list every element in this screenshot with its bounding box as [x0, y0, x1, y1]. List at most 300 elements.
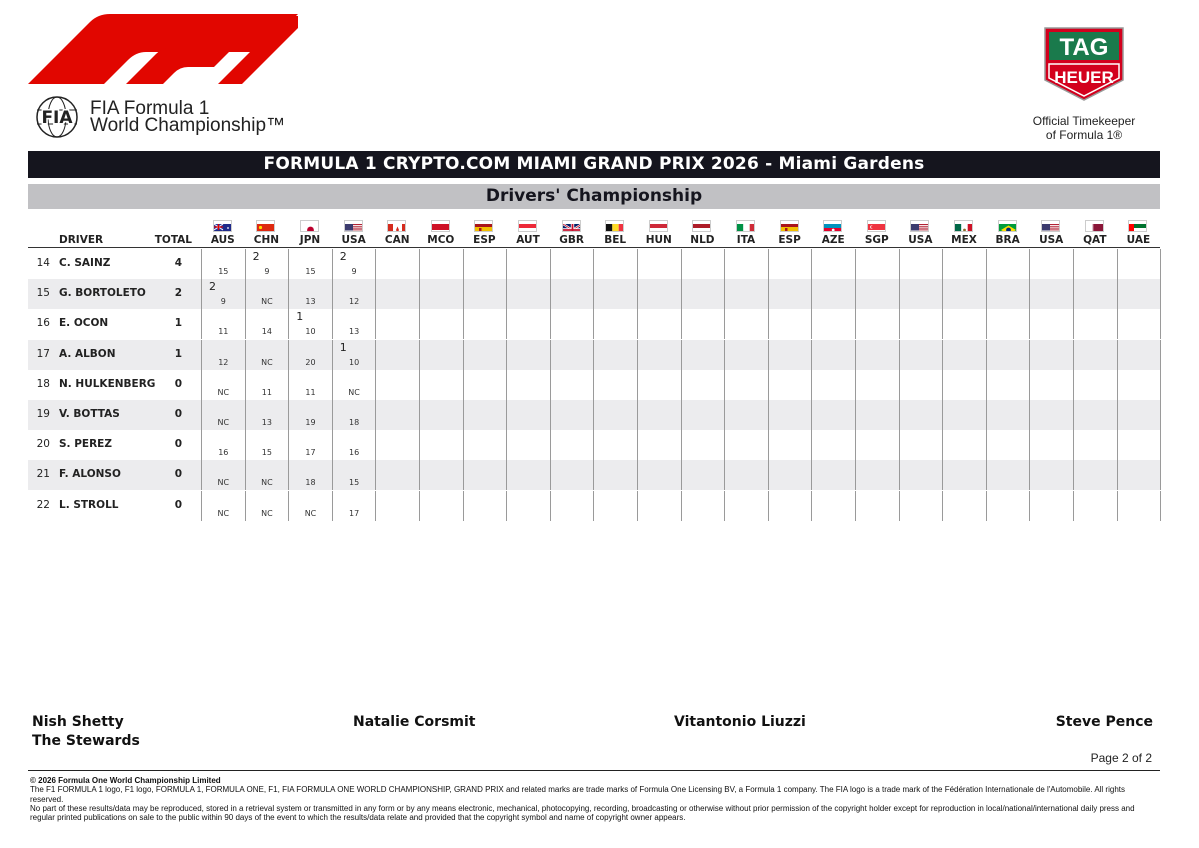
result-cell: [550, 400, 594, 430]
result-cell: [1029, 309, 1073, 339]
result-cell: [593, 370, 637, 400]
race-finish: NC: [217, 387, 230, 397]
row-end-border: [1160, 460, 1161, 490]
result-cell: [768, 460, 812, 490]
result-cell: [593, 460, 637, 490]
result-cell: [942, 309, 986, 339]
result-cell: [1029, 249, 1073, 279]
result-cell: [550, 340, 594, 370]
result-cell: [681, 430, 725, 460]
result-cell: [724, 430, 768, 460]
race-header-esp: [768, 216, 812, 248]
total-points: 0: [174, 377, 182, 390]
result-cell: [855, 400, 899, 430]
result-cell: [724, 340, 768, 370]
driver-name: G. BORTOLETO: [59, 287, 146, 300]
result-cell: [1117, 249, 1161, 279]
result-cell: [899, 340, 943, 370]
result-cell: [288, 279, 332, 309]
result-cell: [375, 249, 419, 279]
timekeeper-line-2: of Formula 1®: [1045, 128, 1123, 142]
driver-row: [28, 249, 1160, 279]
result-cell: [375, 430, 419, 460]
driver-row: [28, 309, 1160, 339]
result-cell: [724, 249, 768, 279]
driver-name: S. PEREZ: [59, 438, 112, 451]
result-cell: [375, 370, 419, 400]
row-end-border: [1160, 491, 1161, 521]
footer-divider: [28, 770, 1160, 771]
race-header-aze: [811, 216, 855, 248]
flag-usa-icon: [1041, 220, 1060, 232]
result-cell: [506, 279, 550, 309]
result-cell: [375, 340, 419, 370]
f1-logo: [28, 14, 298, 88]
result-cell: [332, 309, 376, 339]
result-cell: [375, 309, 419, 339]
total-points: 0: [174, 438, 182, 451]
result-cell: [899, 370, 943, 400]
result-cell: [419, 309, 463, 339]
total-points: 1: [174, 347, 182, 360]
steward-signature-4: Steve Pence: [1055, 714, 1153, 730]
result-cell: [768, 400, 812, 430]
result-cell: [681, 309, 725, 339]
result-cell: [986, 309, 1030, 339]
result-cell: [768, 430, 812, 460]
race-header-usa: [899, 216, 943, 248]
championship-position: 16: [36, 317, 50, 330]
result-cell: [681, 400, 725, 430]
race-code: CHN: [253, 234, 280, 246]
result-cell: [1073, 430, 1117, 460]
result-cell: [768, 491, 812, 521]
copyright-notice: [30, 776, 1158, 822]
race-code: AUT: [516, 234, 540, 246]
flag-chn-icon: [256, 220, 275, 232]
flag-bra-icon: [998, 220, 1017, 232]
race-code: BRA: [995, 234, 1020, 246]
result-cell: [593, 400, 637, 430]
championship-position: 14: [36, 257, 50, 269]
race-finish: 16: [218, 448, 229, 458]
result-cell: [899, 400, 943, 430]
page-number: Page 2 of 2: [1090, 751, 1152, 765]
race-header-sgp: [855, 216, 899, 248]
result-cell: [899, 430, 943, 460]
result-cell: [855, 430, 899, 460]
result-cell: [768, 370, 812, 400]
result-cell: [550, 460, 594, 490]
result-cell: [245, 491, 289, 521]
fia-badge-text: FIA: [41, 108, 73, 128]
race-finish: 9: [351, 267, 357, 276]
result-cell: [681, 370, 725, 400]
race-finish: 15: [349, 478, 360, 488]
result-cell: [855, 370, 899, 400]
flag-sgp-icon: [867, 220, 886, 232]
race-finish: 15: [218, 267, 229, 276]
result-cell: [201, 370, 245, 400]
result-cell: [506, 340, 550, 370]
race-header-hun: [637, 216, 681, 248]
result-cell: [332, 249, 376, 279]
flag-usa-icon: [344, 220, 363, 232]
tag-heuer-logo: [1043, 26, 1125, 106]
championship-position: 15: [36, 287, 50, 300]
result-cell: [288, 430, 332, 460]
driver-row: [28, 370, 1160, 400]
flag-nld-icon: [692, 220, 711, 232]
flag-bel-icon: [605, 220, 624, 232]
total-column-header: TOTAL: [154, 234, 192, 246]
result-cell: [288, 340, 332, 370]
race-finish: NC: [348, 387, 360, 397]
result-cell: [768, 279, 812, 309]
result-cell: [463, 279, 507, 309]
result-cell: [419, 430, 463, 460]
driver-row: [28, 430, 1160, 460]
flag-mco-icon: [431, 220, 450, 232]
race-header-mco: [419, 216, 463, 248]
race-code: ESP: [473, 234, 496, 246]
flag-esp-icon: [474, 220, 493, 232]
result-cell: [1073, 370, 1117, 400]
result-cell: [811, 430, 855, 460]
championship-position: 20: [36, 438, 50, 451]
result-cell: [1117, 279, 1161, 309]
result-cell: [375, 491, 419, 521]
race-header-usa: [332, 216, 376, 248]
result-cell: [288, 370, 332, 400]
race-finish: 9: [264, 267, 270, 276]
result-cell: [463, 309, 507, 339]
race-header-mex: [942, 216, 986, 248]
race-header-chn: [245, 216, 289, 248]
race-finish: 11: [218, 327, 229, 337]
result-cell: [637, 340, 681, 370]
result-cell: [506, 460, 550, 490]
flag-aus-icon: [213, 220, 232, 232]
race-code: SGP: [864, 234, 889, 246]
steward-signature-3: Vitantonio Liuzzi: [674, 714, 806, 730]
result-cell: [986, 460, 1030, 490]
total-points: 1: [174, 317, 182, 330]
result-cell: [637, 491, 681, 521]
race-code: USA: [1039, 234, 1064, 246]
result-cell: [288, 491, 332, 521]
flag-esp-icon: [780, 220, 799, 232]
result-cell: [1029, 491, 1073, 521]
result-cell: [1029, 279, 1073, 309]
result-cell: [245, 460, 289, 490]
result-cell: [986, 370, 1030, 400]
result-cell: [1073, 400, 1117, 430]
race-header-bra: [986, 216, 1030, 248]
result-cell: [1117, 491, 1161, 521]
race-finish: 20: [305, 357, 316, 367]
driver-name: E. OCON: [59, 317, 109, 330]
driver-name: N. HULKENBERG: [59, 377, 156, 390]
race-finish: 13: [305, 297, 316, 307]
result-cell: [942, 249, 986, 279]
result-cell: [550, 279, 594, 309]
result-cell: [1117, 370, 1161, 400]
row-end-border: [1160, 309, 1161, 339]
result-cell: [201, 400, 245, 430]
result-cell: [637, 400, 681, 430]
race-finish: 18: [349, 418, 360, 427]
race-header-usa: [1029, 216, 1073, 248]
total-points: 0: [174, 468, 182, 481]
race-finish: NC: [261, 508, 273, 518]
race-points: 2: [252, 250, 260, 263]
race-code: CAN: [384, 234, 410, 246]
total-points: 4: [174, 257, 182, 269]
result-cell: [375, 460, 419, 490]
result-cell: [681, 491, 725, 521]
result-cell: [986, 400, 1030, 430]
copyright-owner: © 2026 Formula One World Championship Limited: [30, 776, 221, 785]
race-header-uae: [1117, 216, 1161, 248]
result-cell: [419, 249, 463, 279]
result-cell: [942, 430, 986, 460]
result-cell: [419, 370, 463, 400]
result-cell: [811, 370, 855, 400]
race-header-aut: [506, 216, 550, 248]
result-cell: [332, 279, 376, 309]
race-finish: 17: [349, 508, 360, 518]
result-cell: [245, 400, 289, 430]
header-divider: [28, 247, 1160, 248]
result-cell: [811, 309, 855, 339]
result-cell: [986, 340, 1030, 370]
result-cell: [463, 370, 507, 400]
result-cell: [1073, 460, 1117, 490]
result-cell: [811, 249, 855, 279]
result-cell: [855, 249, 899, 279]
flag-gbr-icon: [562, 220, 581, 232]
result-cell: [593, 491, 637, 521]
driver-name: C. SAINZ: [59, 257, 111, 269]
result-cell: [855, 279, 899, 309]
result-cell: [1117, 460, 1161, 490]
flag-qat-icon: [1085, 220, 1104, 232]
race-header-jpn: [288, 216, 332, 248]
result-cell: [811, 400, 855, 430]
result-cell: [201, 340, 245, 370]
result-cell: [811, 340, 855, 370]
result-cell: [1029, 370, 1073, 400]
championship-position: 17: [36, 347, 50, 360]
flag-ita-icon: [736, 220, 755, 232]
result-cell: [288, 460, 332, 490]
driver-row: [28, 491, 1160, 521]
result-cell: [637, 279, 681, 309]
result-cell: [1029, 460, 1073, 490]
race-finish: 12: [349, 297, 360, 307]
result-cell: [768, 249, 812, 279]
race-code: BEL: [604, 234, 627, 246]
championship-position: 21: [36, 468, 50, 481]
race-finish: 10: [305, 327, 316, 337]
result-cell: [724, 460, 768, 490]
result-cell: [201, 430, 245, 460]
fia-line-2: World Championship™: [90, 115, 286, 136]
result-cell: [724, 370, 768, 400]
timekeeper-line-1: Official Timekeeper: [1032, 114, 1136, 128]
race-finish: 11: [305, 387, 316, 397]
race-header-can: [375, 216, 419, 248]
result-cell: [550, 370, 594, 400]
flag-mex-icon: [954, 220, 973, 232]
race-code: NLD: [690, 234, 715, 246]
race-code: HUN: [645, 234, 672, 246]
result-cell: [942, 370, 986, 400]
result-cell: [201, 309, 245, 339]
driver-name: L. STROLL: [59, 498, 119, 511]
race-code: GBR: [559, 234, 584, 246]
result-cell: [506, 309, 550, 339]
result-cell: [419, 491, 463, 521]
championship-position: 22: [36, 498, 50, 511]
race-code: ITA: [736, 234, 756, 246]
driver-row: [28, 279, 1160, 309]
race-finish: 16: [349, 448, 360, 458]
result-cell: [986, 430, 1030, 460]
result-cell: [463, 340, 507, 370]
result-cell: [986, 249, 1030, 279]
race-header-bel: [593, 216, 637, 248]
race-finish: NC: [217, 418, 230, 427]
race-header-esp: [463, 216, 507, 248]
row-end-border: [1160, 279, 1161, 309]
result-cell: [245, 370, 289, 400]
race-header-ita: [724, 216, 768, 248]
driver-column-header: DRIVER: [59, 234, 104, 246]
race-finish: 17: [305, 448, 316, 458]
race-code: MCO: [427, 234, 455, 246]
row-end-border: [1160, 370, 1161, 400]
result-cell: [506, 370, 550, 400]
result-cell: [811, 491, 855, 521]
race-finish: 9: [220, 297, 226, 307]
fia-line-1: FIA Formula 1: [90, 98, 210, 119]
result-cell: [637, 430, 681, 460]
driver-name: F. ALONSO: [59, 468, 121, 481]
result-cell: [506, 491, 550, 521]
result-cell: [724, 279, 768, 309]
result-cell: [419, 400, 463, 430]
result-cell: [245, 309, 289, 339]
result-cell: [811, 460, 855, 490]
fia-logo-block: [28, 96, 285, 138]
result-cell: [593, 249, 637, 279]
official-timekeeper-label: [1010, 114, 1158, 142]
result-cell: [637, 460, 681, 490]
result-cell: [332, 460, 376, 490]
flag-can-icon: [387, 220, 406, 232]
flag-uae-icon: [1128, 220, 1147, 232]
result-cell: [463, 249, 507, 279]
race-header-aus: [201, 216, 245, 248]
result-cell: [332, 430, 376, 460]
result-cell: [375, 279, 419, 309]
result-cell: [855, 460, 899, 490]
race-finish: NC: [261, 357, 273, 367]
result-cell: [1073, 340, 1117, 370]
result-cell: [332, 340, 376, 370]
race-finish: 15: [305, 267, 316, 276]
race-finish: NC: [261, 297, 273, 307]
result-cell: [201, 249, 245, 279]
result-cell: [1117, 400, 1161, 430]
flag-aze-icon: [823, 220, 842, 232]
result-cell: [245, 340, 289, 370]
race-code: ESP: [778, 234, 801, 246]
race-finish: 11: [261, 387, 272, 397]
result-cell: [899, 249, 943, 279]
stewards-label: The Stewards: [32, 733, 140, 749]
section-title: Drivers' Championship: [28, 184, 1160, 209]
result-cell: [942, 460, 986, 490]
result-cell: [942, 279, 986, 309]
result-cell: [332, 400, 376, 430]
championship-position: 19: [36, 408, 50, 420]
driver-row: [28, 460, 1160, 490]
trademark-notice: The F1 FORMULA 1 logo, F1 logo, FORMULA 1, FORMULA ONE, F1, FIA FORMULA ONE WORLD CHAMPIONSHIP, GRAND PRIX and related marks are trade marks of Formula One Licensing BV, a Formula 1 company. The FIA logo is a trade mark of the Fédération Internationale de l'Automobile. All rights reserved.: [30, 785, 1125, 804]
tag-text: TAG: [1059, 34, 1109, 61]
result-cell: [201, 491, 245, 521]
result-cell: [724, 309, 768, 339]
steward-signature-2: Natalie Corsmit: [353, 714, 476, 730]
result-cell: [550, 249, 594, 279]
race-code: AUS: [210, 234, 235, 246]
result-cell: [1117, 309, 1161, 339]
result-cell: [899, 460, 943, 490]
race-code: JPN: [299, 234, 321, 246]
result-cell: [811, 279, 855, 309]
result-cell: [899, 491, 943, 521]
race-points: 2: [209, 280, 216, 294]
race-points: 2: [339, 250, 347, 263]
result-cell: [463, 491, 507, 521]
result-cell: [899, 309, 943, 339]
result-cell: [986, 279, 1030, 309]
row-end-border: [1160, 430, 1161, 460]
race-finish: 19: [305, 418, 316, 427]
result-cell: [245, 249, 289, 279]
result-cell: [942, 491, 986, 521]
result-cell: [288, 249, 332, 279]
result-cell: [419, 460, 463, 490]
result-cell: [1073, 279, 1117, 309]
race-code: USA: [908, 234, 933, 246]
result-cell: [332, 370, 376, 400]
race-finish: NC: [217, 508, 230, 518]
result-cell: [681, 340, 725, 370]
championship-position: 18: [36, 377, 50, 390]
result-cell: [463, 430, 507, 460]
result-cell: [1029, 400, 1073, 430]
result-cell: [724, 491, 768, 521]
result-cell: [1117, 340, 1161, 370]
result-cell: [288, 400, 332, 430]
fia-globe-icon: [28, 96, 86, 138]
flag-jpn-icon: [300, 220, 319, 232]
result-cell: [681, 249, 725, 279]
result-cell: [942, 400, 986, 430]
